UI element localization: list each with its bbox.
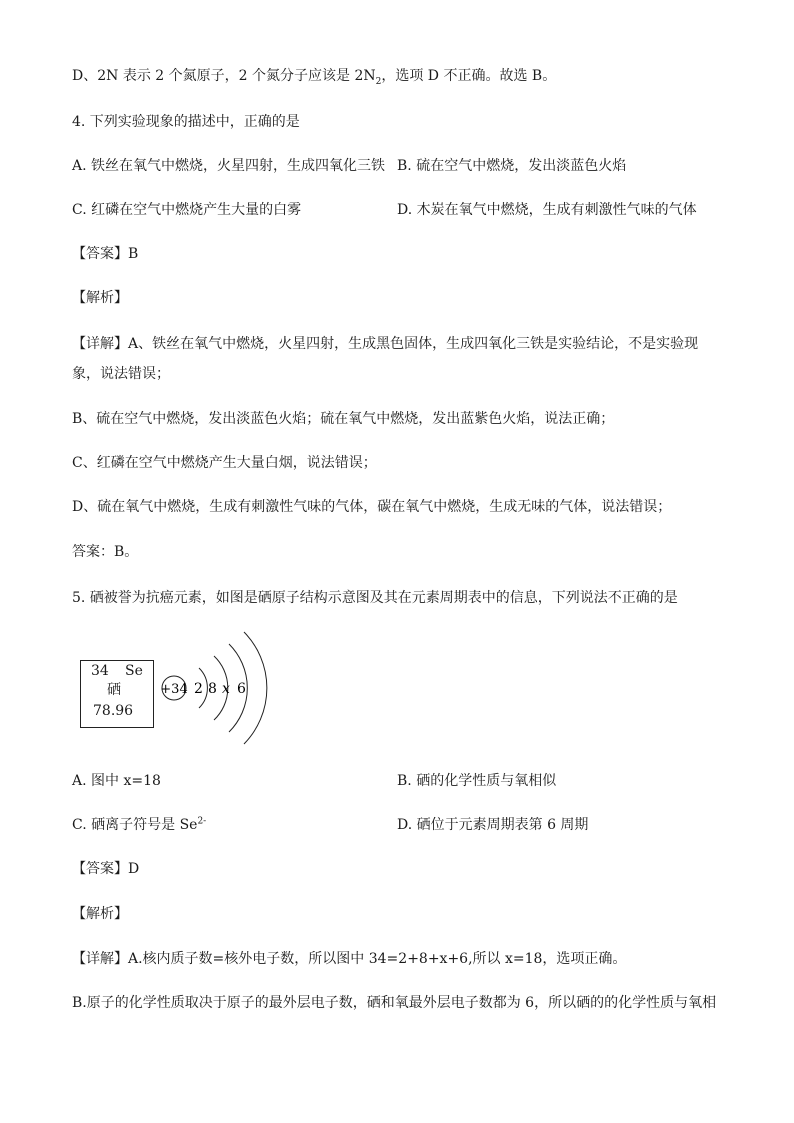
detail-4-a-line-1 (72, 334, 698, 354)
option-5a: A. 图中 x=18 (72, 773, 161, 789)
question-5-options-row-1 (72, 771, 722, 791)
analysis-4-heading: 【解析】 (72, 290, 128, 306)
detail-5-a (72, 949, 626, 969)
detail-4-d: D、硫在氧气中燃烧，生成有刺激性气味的气体，碳在氧气中燃烧，生成无味的气体，说法错误； (72, 499, 672, 515)
shell-4-electrons: 6 (237, 681, 246, 697)
answer-4-summary: 答案：B。 (72, 544, 139, 560)
answer-label: 【答案】 (72, 861, 128, 877)
option-4b: B. 硫在空气中燃烧，发出淡蓝色火焰 (397, 158, 627, 174)
question-4-options-row-2 (72, 200, 722, 220)
option-5b: B. 硒的化学性质与氧相似 (397, 773, 557, 789)
question-4-stem: 4. 下列实验现象的描述中，正确的是 (72, 114, 300, 130)
detail-label: 【详解】 (72, 951, 128, 967)
option-4d: D. 木炭在氧气中燃烧，生成有刺激性气味的气体 (397, 202, 697, 218)
option-5c (72, 817, 206, 833)
element-name: 硒 (107, 682, 121, 698)
text: A、铁丝在氧气中燃烧，火星四射，生成黑色固体，生成四氧化三铁是实验结论，不是实验现 (128, 336, 699, 352)
analysis-5-heading: 【解析】 (72, 906, 128, 922)
question-4-options-row-1 (72, 156, 722, 176)
atomic-mass: 78.96 (93, 703, 134, 719)
shell-1-electrons: 2 (194, 681, 203, 697)
answer-value: B (128, 246, 139, 262)
selenium-diagram (76, 624, 276, 739)
text: D、2N 表示 2 个氮原子，2 个氮分子应该是 2N (72, 68, 376, 84)
atomic-structure-diagram (156, 624, 326, 742)
option-4a: A. 铁丝在氧气中燃烧，火星四射，生成四氧化三铁 (72, 158, 386, 174)
text: C. 硒离子符号是 Se (72, 817, 198, 833)
text: A.核内质子数=核外电子数，所以图中 34=2+8+x+6,所以 x=18，选项正确。 (128, 951, 627, 967)
answer-5 (72, 859, 139, 879)
option-5d: D. 硒位于元素周期表第 6 周期 (397, 817, 589, 833)
shell-3-electrons: x (222, 681, 230, 697)
nucleus-charge: +34 (160, 682, 188, 697)
prev-answer-d-line (72, 66, 556, 86)
detail-4-a-line-2: 象，说法错误； (72, 366, 170, 382)
text: ，选项 D 不正确。故选 B。 (381, 68, 557, 84)
question-5-stem: 5. 硒被誉为抗癌元素，如图是硒原子结构示意图及其在元素周期表中的信息，下列说法不正确的是 (72, 590, 678, 606)
question-5-options-row-2 (72, 815, 722, 835)
subscript: 2 (375, 76, 382, 87)
detail-5-b: B.原子的化学性质取决于原子的最外层电子数，硒和氧最外层电子数都为 6，所以硒的的化学性质与氧相 (72, 995, 717, 1011)
answer-label: 【答案】 (72, 246, 128, 262)
atomic-number: 34 (91, 663, 109, 679)
detail-4-c: C、红磷在空气中燃烧产生大量白烟，说法错误； (72, 455, 377, 471)
detail-4-b: B、硫在空气中燃烧，发出淡蓝色火焰；硫在氧气中燃烧，发出蓝紫色火焰，说法正确； (72, 411, 615, 427)
answer-value: D (128, 861, 140, 877)
shell-2-electrons: 8 (208, 681, 217, 697)
periodic-table-cell (80, 660, 154, 728)
element-symbol: Se (125, 663, 143, 679)
superscript: 2- (197, 816, 207, 827)
answer-4 (72, 244, 138, 264)
detail-label: 【详解】 (72, 336, 128, 352)
option-4c: C. 红磷在空气中燃烧产生大量的白雾 (72, 202, 302, 218)
